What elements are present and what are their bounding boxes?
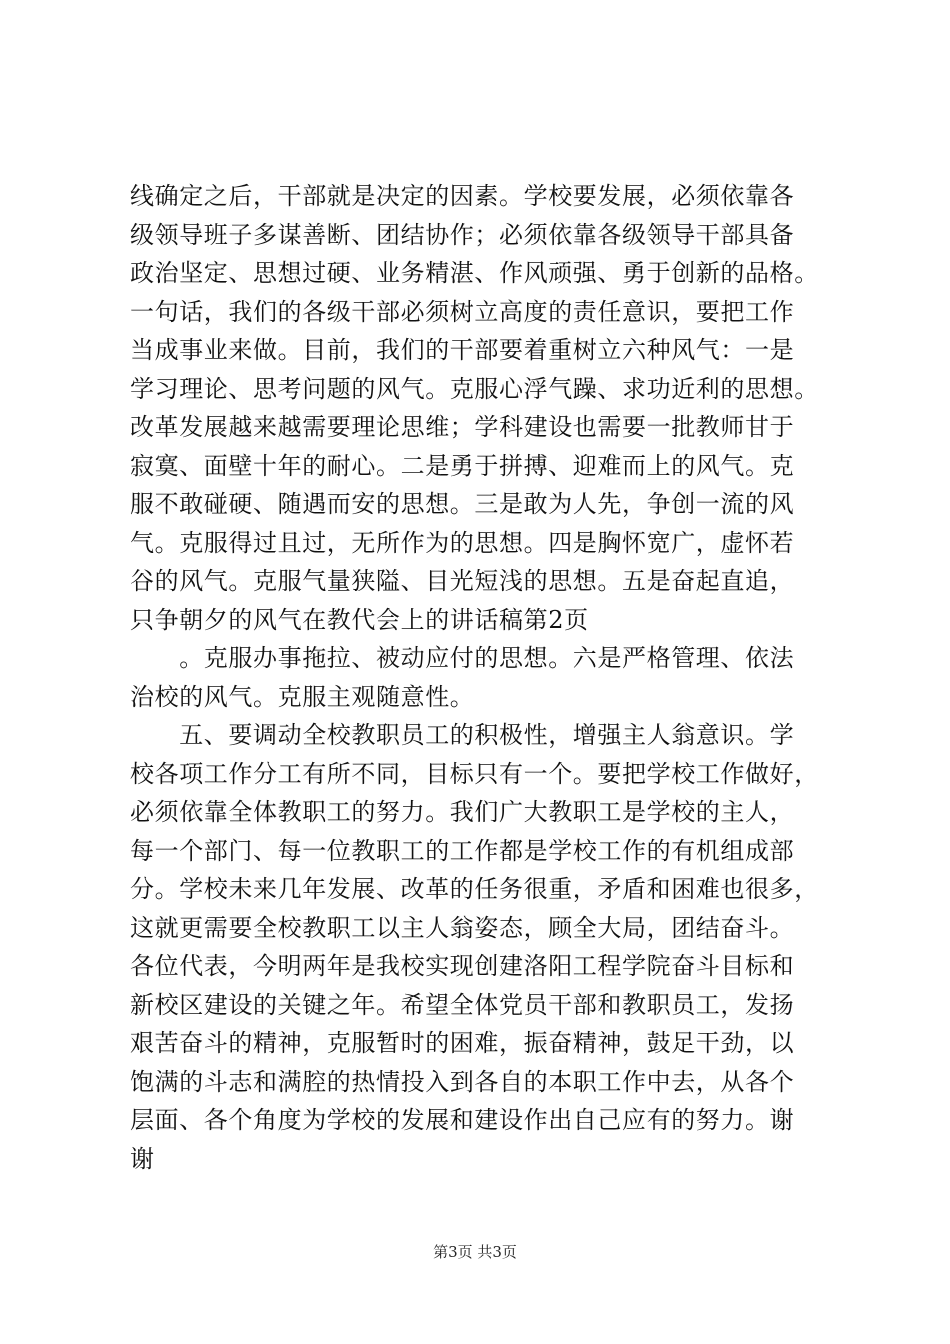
text-line: 谷的风气。克服气量狭隘、目光短浅的思想。五是奋起直追， — [130, 567, 795, 595]
text-line: 层面、各个角度为学校的发展和建设作出自己应有的努力。谢 — [130, 1106, 795, 1134]
text-line: 治校的风气。克服主观随意性。 — [130, 682, 475, 711]
text-line: 必须依靠全体教职工的努力。我们广大教职工是学校的主人， — [130, 798, 795, 826]
text-line: 。克服办事拖拉、被动应付的思想。六是严格管理、依法 — [130, 644, 795, 672]
text-line: 当成事业来做。目前，我们的干部要着重树立六种风气：一是 — [130, 336, 795, 364]
text-line: 气。克服得过且过，无所作为的思想。四是胸怀宽广，虚怀若 — [130, 528, 795, 557]
page-footer — [0, 1242, 950, 1262]
text-line: 艰苦奋斗的精神，克服暂时的困难，振奋精神，鼓足干劲，以 — [130, 1029, 795, 1057]
text-line: 政治坚定、思想过硬、业务精湛、作风顽强、勇于创新的品格。 — [130, 259, 819, 287]
text-line: 一句话，我们的各级干部必须树立高度的责任意识，要把工作 — [130, 297, 795, 326]
text-line: 各位代表，今明两年是我校实现创建洛阳工程学院奋斗目标和 — [130, 952, 795, 980]
text-line: 改革发展越来越需要理论思维；学科建设也需要一批教师甘于 — [130, 413, 795, 441]
text-line: 校各项工作分工有所不同，目标只有一个。要把学校工作做好， — [130, 759, 819, 788]
text-line: 服不敢碰硬、随遇而安的思想。三是敢为人先，争创一流的风 — [130, 490, 795, 518]
text-line: 新校区建设的关键之年。希望全体党员干部和教职员工，发扬 — [130, 990, 795, 1019]
text-line: 寂寞、面壁十年的耐心。二是勇于拼搏、迎难而上的风气。克 — [130, 451, 795, 480]
text-line: 谢 — [130, 1144, 155, 1173]
text-line: 饱满的斗志和满腔的热情投入到各自的本职工作中去，从各个 — [130, 1067, 795, 1096]
text-line: 这就更需要全校教职工以主人翁姿态，顾全大局，团结奋斗。 — [130, 913, 795, 942]
text-line: 每一个部门、每一位教职工的工作都是学校工作的有机组成部 — [130, 836, 795, 865]
text-line: 学习理论、思考问题的风气。克服心浮气躁、求功近利的思想。 — [130, 374, 819, 403]
text-line: 五、要调动全校教职员工的积极性，增强主人翁意识。学 — [130, 721, 795, 749]
text-line: 级领导班子多谋善断、团结协作；必须依靠各级领导干部具备 — [130, 220, 795, 249]
page-number-label: 第3页 共3页 — [433, 1243, 517, 1261]
text-line: 线确定之后，干部就是决定的因素。学校要发展，必须依靠各 — [130, 182, 795, 210]
body-text — [130, 177, 835, 1178]
text-line: 分。学校未来几年发展、改革的任务很重，矛盾和困难也很多， — [130, 875, 819, 903]
text-line: 只争朝夕的风气在教代会上的讲话稿第2页 — [130, 605, 589, 634]
